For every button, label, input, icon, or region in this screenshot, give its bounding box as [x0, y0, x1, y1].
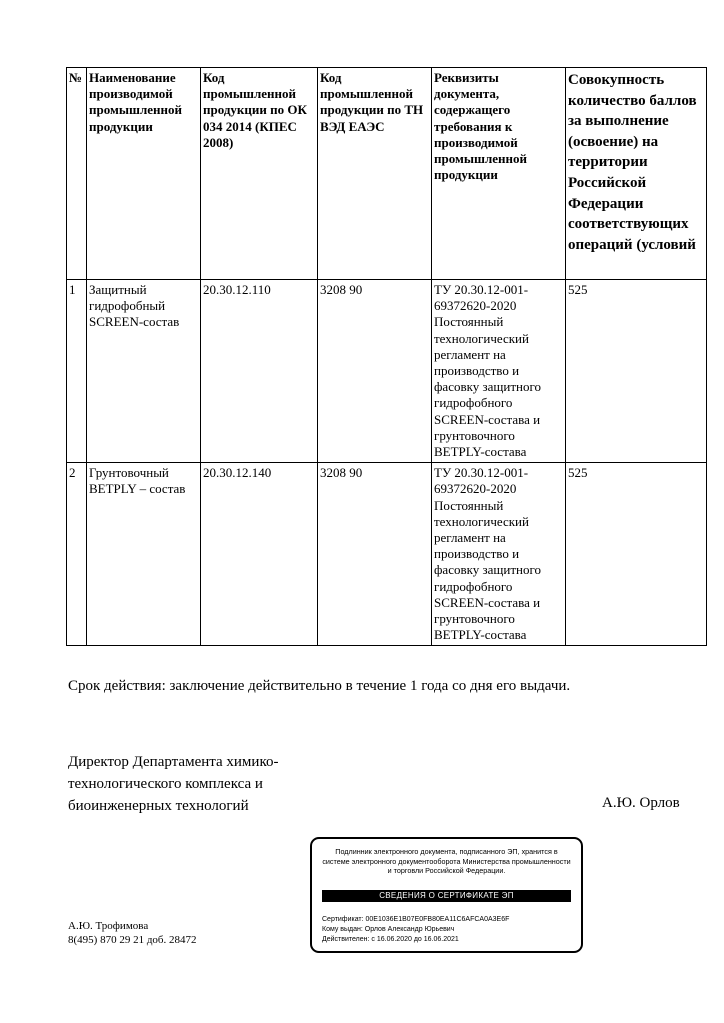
stamp-validity: Действителен: с 16.06.2020 до 16.06.2021: [322, 936, 459, 943]
director-title: [68, 751, 278, 817]
executor-phone: 8(495) 870 29 21 доб. 28472: [68, 934, 197, 946]
header-points: [566, 68, 707, 280]
table-header-row: [67, 68, 707, 280]
row-tnved-code: 3208 90: [318, 280, 432, 463]
header-number: №: [67, 68, 87, 280]
stamp-certificate-number: Сертификат: 00E1036E1B07E0FB80EA11C6AFCA0A3E6F: [322, 916, 510, 923]
director-title-line: Директор Департамента химико-: [68, 754, 279, 770]
row-number: 1: [67, 280, 87, 463]
header-okpd-code: Код промышленной продукции по ОК 034 2014 (КПЕС 2008): [201, 68, 318, 280]
row-document-requisites: ТУ 20.30.12-001-69372620-2020 Постоянный технологический регламент на производство и фасовку защитного гидрофобного SCREEN-состава и грунтовочного BETPLY-состава: [432, 463, 566, 646]
header-points-text: Совокупность количество баллов за выполнение (освоение) на территории Российской Федерации соответствующих операций (условий: [568, 72, 697, 253]
executor-info: [68, 919, 197, 947]
header-document-requisites: Реквизиты документа, содержащего требования к производимой промышленной продукции: [432, 68, 566, 280]
stamp-certificate-header: СВЕДЕНИЯ О СЕРТИФИКАТЕ ЭП: [322, 890, 571, 902]
stamp-notice: Подлинник электронного документа, подписанного ЭП, хранится в системе электронного документооборота Министерства промышленности и торговли Российской Федерации.: [322, 847, 571, 875]
row-okpd-code: 20.30.12.110: [201, 280, 318, 463]
stamp-certificate-info: [322, 915, 509, 945]
table-row: [67, 463, 707, 646]
row-number: 2: [67, 463, 87, 646]
row-points: 525: [566, 463, 707, 646]
stamp-issued-to: Кому выдан: Орлов Александр Юрьевич: [322, 926, 455, 933]
products-table: [66, 67, 707, 646]
table-row: [67, 280, 707, 463]
director-title-line: технологического комплекса и: [68, 776, 263, 792]
electronic-signature-stamp: [310, 837, 583, 953]
header-product-name: Наименование производимой промышленной продукции: [87, 68, 201, 280]
director-title-line: биоинженерных технологий: [68, 798, 249, 814]
signer-name: А.Ю. Орлов: [602, 795, 680, 811]
header-tnved-code: Код промышленной продукции по ТН ВЭД ЕАЭС: [318, 68, 432, 280]
executor-name: А.Ю. Трофимова: [68, 920, 149, 932]
row-product-name: Грунтовочный BETPLY – состав: [87, 463, 201, 646]
row-product-name: Защитный гидрофобный SCREEN-состав: [87, 280, 201, 463]
validity-statement: Срок действия: заключение действительно в течение 1 года со дня его выдачи.: [68, 678, 571, 694]
row-okpd-code: 20.30.12.140: [201, 463, 318, 646]
row-tnved-code: 3208 90: [318, 463, 432, 646]
row-points: 525: [566, 280, 707, 463]
row-document-requisites: ТУ 20.30.12-001-69372620-2020 Постоянный технологический регламент на производство и фасовку защитного гидрофобного SCREEN-состава и грунтовочного BETPLY-состава: [432, 280, 566, 463]
